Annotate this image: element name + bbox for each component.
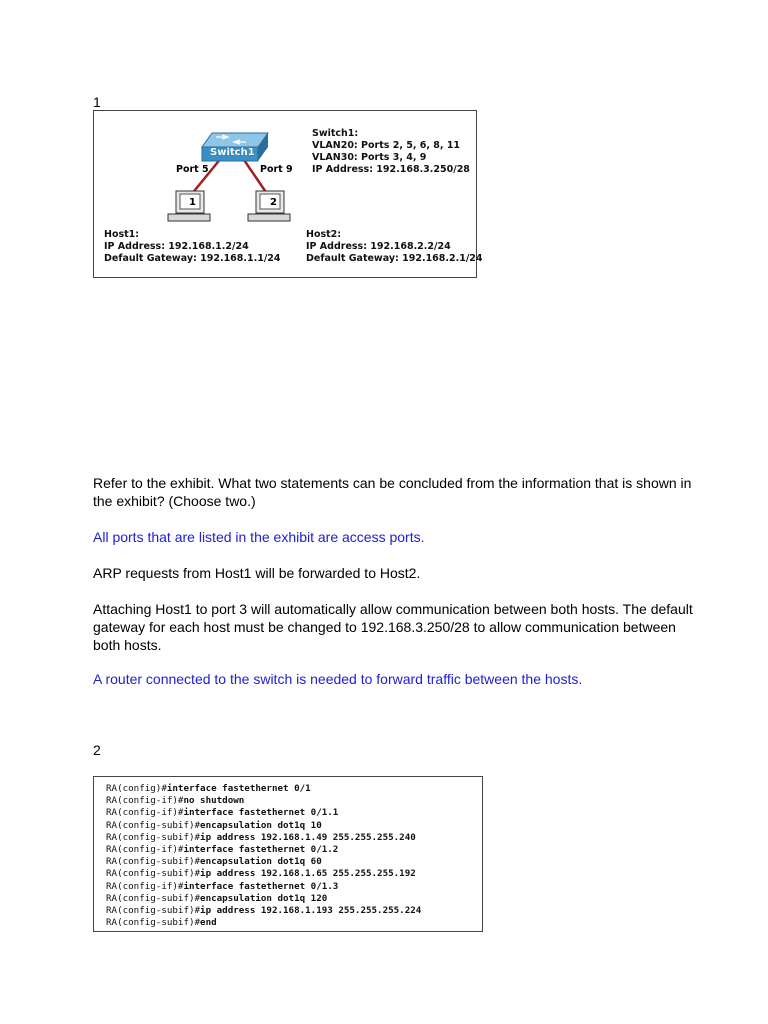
network-exhibit — [93, 110, 483, 278]
cli-line — [106, 832, 482, 844]
cli-command: ip address 192.168.1.193 255.255.255.224 — [200, 905, 422, 917]
cli-line — [106, 856, 482, 868]
switch-info-line: VLAN20: Ports 2, 5, 6, 8, 11 — [312, 140, 461, 151]
cli-line — [106, 881, 482, 893]
cli-line — [106, 783, 482, 795]
cli-command: encapsulation dot1q 10 — [200, 819, 322, 831]
cli-line — [106, 807, 482, 819]
pc-1-number: 1 — [189, 197, 196, 208]
host1-info — [104, 229, 281, 265]
cli-prompt: RA(config-subif)# — [106, 892, 201, 904]
cli-command: interface fastethernet 0/1.1 — [183, 807, 339, 819]
switch-info-line: IP Address: 192.168.3.250/28 — [312, 164, 470, 175]
switch-info-line: VLAN30: Ports 3, 4, 9 — [312, 152, 427, 163]
host1-info-line: Host1: — [104, 229, 140, 240]
cli-line — [106, 893, 482, 905]
cli-line — [106, 868, 482, 880]
port-9-label: Port 9 — [260, 164, 293, 175]
host2-info-line: Default Gateway: 192.168.2.1/24 — [306, 253, 483, 264]
cli-line — [106, 795, 482, 807]
cli-prompt: RA(config-subif)# — [106, 819, 201, 831]
cli-exhibit — [93, 776, 483, 932]
switch-info — [312, 128, 470, 176]
cli-command: encapsulation dot1q 60 — [200, 856, 322, 868]
port-5-label: Port 5 — [176, 164, 209, 175]
cli-command: interface fastethernet 0/1.3 — [183, 880, 339, 892]
cli-prompt: RA(config-subif)# — [106, 905, 201, 917]
cli-line — [106, 844, 482, 856]
cli-line — [106, 905, 482, 917]
host2-info — [306, 229, 483, 265]
answer-option: All ports that are listed in the exhibit are access ports. — [93, 529, 425, 545]
cli-prompt: RA(config-if)# — [106, 807, 184, 819]
host2-info-line: IP Address: 192.168.2.2/24 — [306, 241, 451, 252]
cli-prompt: RA(config-if)# — [106, 880, 184, 892]
cli-prompt: RA(config-if)# — [106, 844, 184, 856]
cli-command: interface fastethernet 0/1 — [166, 783, 311, 794]
cli-command: encapsulation dot1q 120 — [200, 892, 328, 904]
cli-prompt: RA(config)# — [106, 783, 167, 794]
cli-prompt: RA(config-if)# — [106, 795, 184, 807]
cli-command: end — [200, 917, 217, 929]
cli-command: ip address 192.168.1.65 255.255.255.192 — [200, 868, 416, 880]
answer-option: Attaching Host1 to port 3 will automatically allow communication between both hosts. The default gateway for each host must be changed to 192.168.3.250/28 to allow communication between both hosts. — [93, 601, 693, 653]
cli-prompt: RA(config-subif)# — [106, 868, 201, 880]
host1-info-line: Default Gateway: 192.168.1.1/24 — [104, 253, 281, 264]
cli-line — [106, 820, 482, 832]
question-number: 2 — [93, 742, 101, 758]
question-number: 1 — [93, 94, 101, 110]
answer-option: ARP requests from Host1 will be forwarded to Host2. — [93, 565, 421, 581]
switch-info-line: Switch1: — [312, 128, 359, 139]
cli-command: ip address 192.168.1.49 255.255.255.240 — [200, 831, 416, 843]
answer-option: A router connected to the switch is needed to forward traffic between the hosts. — [93, 671, 583, 687]
cli-command: interface fastethernet 0/1.2 — [183, 844, 339, 856]
cli-prompt: RA(config-subif)# — [106, 917, 201, 929]
pc-icon-host2 — [248, 191, 290, 221]
switch-label: Switch1 — [210, 147, 255, 158]
cli-prompt: RA(config-subif)# — [106, 831, 201, 843]
host1-info-line: IP Address: 192.168.1.2/24 — [104, 241, 249, 252]
question-prompt: Refer to the exhibit. What two statements can be concluded from the information that is shown in the exhibit? (Choose two.) — [93, 475, 692, 509]
cli-line — [106, 917, 482, 929]
cli-command: no shutdown — [183, 795, 245, 807]
host2-info-line: Host2: — [306, 229, 342, 240]
cli-prompt: RA(config-subif)# — [106, 856, 201, 868]
pc-2-number: 2 — [270, 197, 277, 208]
